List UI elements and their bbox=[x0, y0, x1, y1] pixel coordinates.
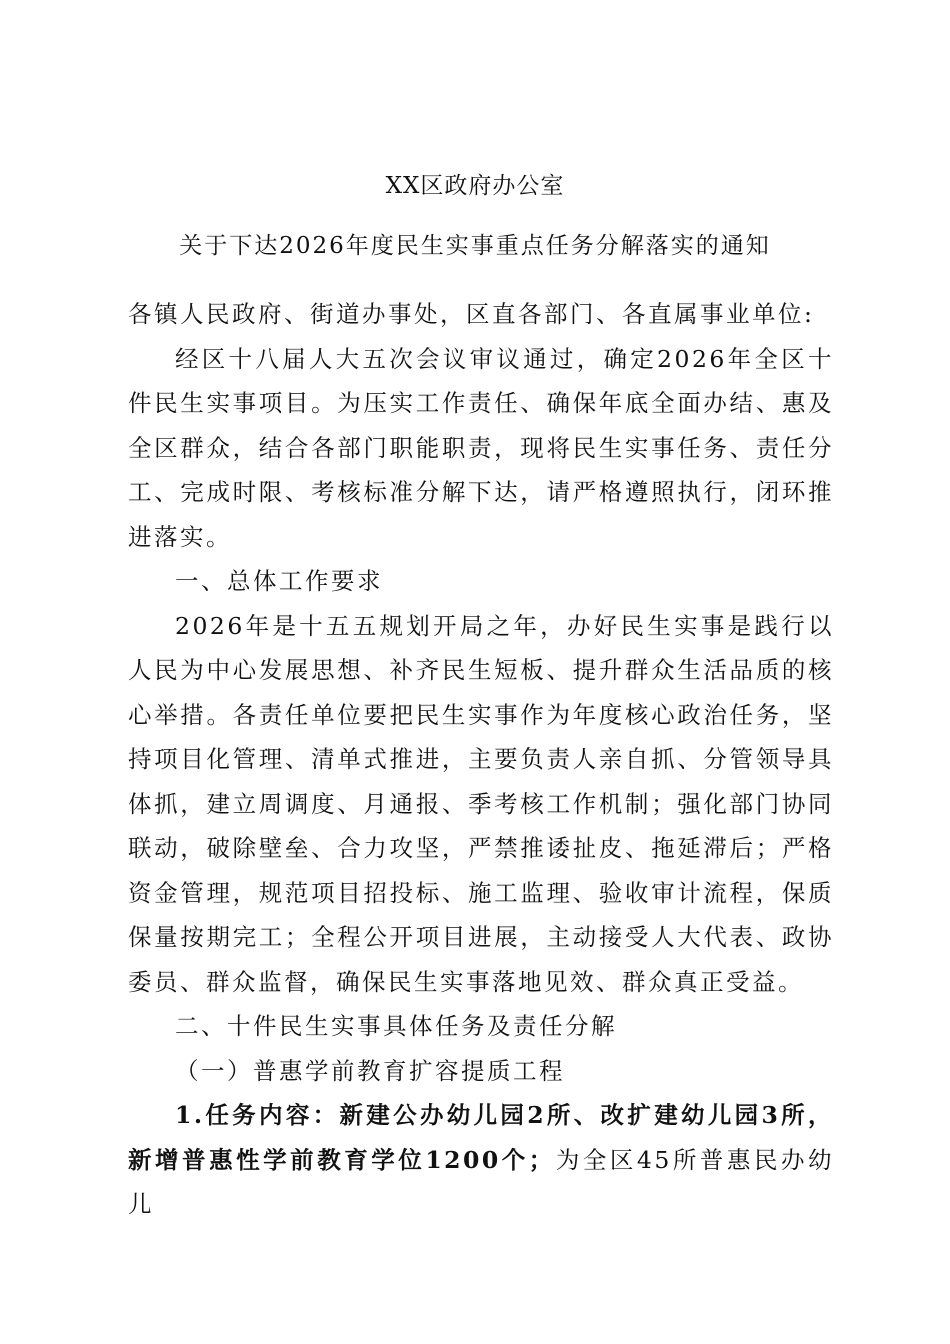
notice-title: 关于下达2026年度民生实事重点任务分解落实的通知 bbox=[179, 233, 771, 259]
intro-paragraph: 经区十八届人大五次会议审议通过，确定2026年全区十件民生实事项目。为压实工作责任、确保年底全面办结、惠及全区群众，结合各部门职能职责，现将民生实事任务、责任分工、完成时限、考核标准分解下达，请严格遵照执行，闭环推进落实。 bbox=[128, 344, 834, 551]
task-1-bold-text: 1.任务内容：新建公办幼儿园2所、改扩建幼儿园3所，新增普惠性学前教育学位1200个； bbox=[128, 1101, 834, 1174]
issuing-office: XX区政府办公室 bbox=[385, 173, 565, 199]
salutation: 各镇人民政府、街道办事处，区直各部门、各直属事业单位: bbox=[128, 300, 815, 328]
notice-body bbox=[128, 292, 834, 1227]
subsection-1-heading: （一）普惠学前教育扩容提质工程 bbox=[175, 1056, 565, 1085]
section-1-paragraph: 2026年是十五五规划开局之年，办好民生实事是践行以人民为中心发展思想、补齐民生短板、提升群众生活品质的核心举措。各责任单位要把民生实事作为年度核心政治任务，坚持项目化管理、清单式推进，主要负责人亲自抓、分管领导具体抓，建立周调度、月通报、季考核工作机制；强化部门协同联动，破除壁垒、合力攻坚，严禁推诿扯皮、拖延滞后；严格资金管理，规范项目招投标、施工监理、验收审计流程，保质保量按期完工；全程公开项目进展，主动接受人大代表、政协委员、群众监督，确保民生实事落地见效、群众真正受益。 bbox=[128, 611, 834, 996]
task-1-paragraph bbox=[128, 1093, 834, 1227]
section-2-heading: 二、十件民生实事具体任务及责任分解 bbox=[175, 1012, 617, 1040]
task-1-text: 为全区45所普惠民办幼儿 bbox=[128, 1145, 834, 1218]
section-1-heading: 一、总体工作要求 bbox=[175, 567, 383, 595]
